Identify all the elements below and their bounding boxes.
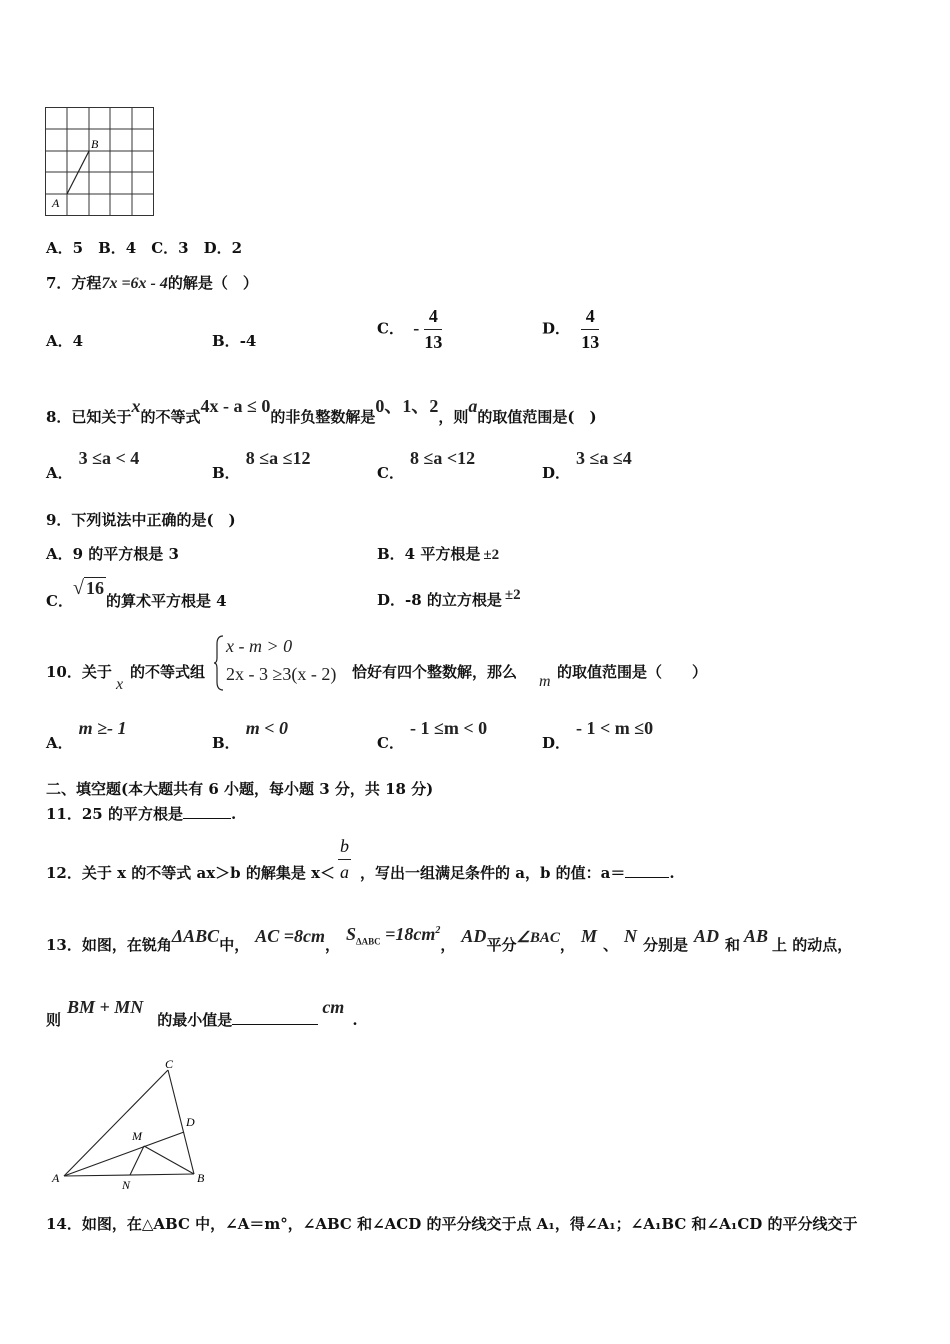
q7-stem: 7．方程7x =6x - 4的解是（ ） [46, 274, 258, 292]
q10-system-line1: x - m > 0 [226, 636, 293, 656]
q10-stem-p2: 的不等式组 [130, 663, 206, 681]
q10-option-c[interactable]: C．- 1 ≤m < 0 [377, 718, 488, 752]
q8-option-c[interactable]: C．8 ≤a <12 [377, 448, 476, 482]
label-a: A [52, 196, 60, 210]
q7-option-d[interactable]: D． $\frac{4}{13}$ [542, 306, 600, 352]
q9-stem: 9．下列说法中正确的是( ) [46, 511, 236, 529]
q13-answer-blank[interactable] [232, 1010, 318, 1025]
label-c: C [165, 1057, 174, 1071]
q9-option-c[interactable]: C．√ 16的算术平方根是 4 [46, 577, 227, 610]
q12-answer-blank[interactable] [625, 863, 669, 878]
section-2-heading: 二、填空题(本大题共有 6 小题，每小题 3 分，共 18 分) [46, 780, 434, 798]
q10-option-a[interactable]: A．m ≥- 1 [46, 718, 127, 752]
label-m: M [132, 1129, 142, 1143]
q14: 14．如图，在△ABC 中，∠A＝m°，∠ABC 和∠ACD 的平分线交于点 A₁，得∠A₁；∠A₁BC 和∠A₁CD 的平分线交于 [46, 1215, 858, 1233]
q10-option-d[interactable]: D．- 1 < m ≤0 [542, 718, 654, 752]
q12-fraction: $\frac{b}{a}$ [340, 836, 349, 882]
q9-option-d[interactable]: D．-8 的立方根是 ±2 [377, 587, 521, 609]
q13-line2: 则BM + MN的最小值是cm. [46, 997, 358, 1029]
q10-option-b[interactable]: B．m < 0 [212, 718, 288, 752]
q7-equation: 7x =6x - 4 [101, 275, 168, 292]
q9-option-b[interactable]: B．4 平方根是 ±2 [377, 545, 500, 563]
q10-var-m: m [539, 673, 551, 690]
label-d: D [186, 1115, 195, 1129]
q10-stem-p4: 的取值范围是（ ） [557, 663, 708, 681]
q8-stem: 8．已知关于x的不等式4x - a ≤ 0的非负整数解是0、1、2，则a的取值范围是( ) [46, 396, 597, 426]
q8-option-d[interactable]: D．3 ≤a ≤4 [542, 448, 632, 482]
q7-option-b[interactable]: B．-4 [212, 332, 257, 350]
q8-option-a[interactable]: A．3 ≤a < 4 [46, 448, 140, 482]
q10-var-x: x [116, 676, 124, 693]
q11: 11．25 的平方根是 . [46, 805, 237, 823]
grid-figure [44, 106, 156, 218]
q9-option-a[interactable]: A．9 的平方根是 3 [46, 545, 179, 563]
q7-option-c[interactable]: C． - $\frac{4}{13}$ [377, 306, 443, 352]
q8-option-b[interactable]: B．8 ≤a ≤12 [212, 448, 311, 482]
label-b: B [91, 137, 99, 151]
label-n: N [122, 1178, 131, 1192]
q10-system-line2: 2x - 3 ≥3(x - 2) [226, 664, 337, 684]
q7-option-a[interactable]: A．4 [46, 332, 84, 350]
triangle-figure [48, 1056, 218, 1192]
brace-icon [213, 634, 225, 692]
q10-stem-p3: 恰好有四个整数解，那么 [352, 663, 518, 681]
q11-answer-blank[interactable] [183, 804, 231, 819]
q10-stem-p1: 10．关于 [46, 663, 112, 681]
q12-text: 12．关于 x 的不等式 ax＞b 的解集是 x＜ [46, 864, 336, 882]
label-a: A [52, 1171, 60, 1185]
q12-text-2: ，写出一组满足条件的 a，b 的值：a＝ . [360, 864, 675, 882]
label-b: B [197, 1171, 205, 1185]
q6-options: A．5 B．4 C．3 D．2 [46, 239, 243, 257]
q13-line1: 13．如图，在锐角ΔABC中， AC =8cm，$S_{\Delta ABC} =18cm^2$， AD平分∠BAC， M 、 N 分别是 AD 和 AB 上 的动点， [46, 924, 853, 954]
